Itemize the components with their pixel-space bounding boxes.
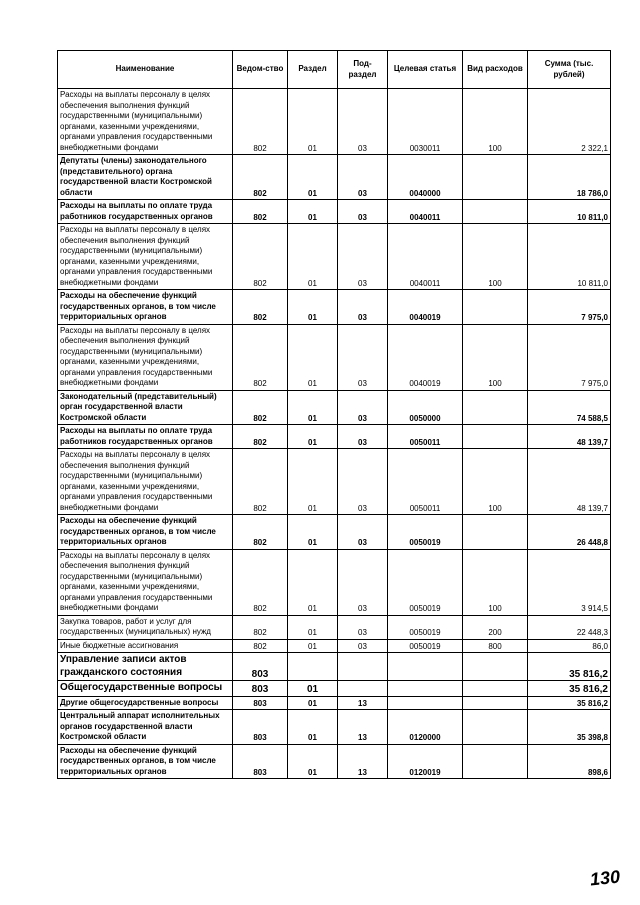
expense-type-cell: 800 (463, 639, 528, 653)
vedomstvo-cell: 803 (233, 653, 288, 681)
table-row (58, 425, 611, 449)
header-name: Наименование (58, 51, 233, 89)
target-article-cell: 0120019 (388, 744, 463, 779)
table-row (58, 449, 611, 515)
sum-cell: 86,0 (528, 639, 611, 653)
expense-type-cell: 100 (463, 224, 528, 290)
podrazdel-cell: 13 (338, 696, 388, 710)
budget-table-sheet (57, 50, 610, 779)
razdel-cell: 01 (288, 449, 338, 515)
sum-cell: 35 816,2 (528, 681, 611, 697)
name-cell: Расходы на выплаты персоналу в целях обеспечения выполнения функций государственными (муниципальными) органами, казенными учреждениями, органами управления государственными внебюджетными фондами (58, 324, 233, 390)
sum-cell: 48 139,7 (528, 449, 611, 515)
expense-type-cell (463, 744, 528, 779)
sum-cell: 26 448,8 (528, 515, 611, 550)
target-article-cell (388, 681, 463, 697)
podrazdel-cell: 03 (338, 425, 388, 449)
name-cell: Расходы на обеспечение функций государственных органов, в том числе территориальных органов (58, 515, 233, 550)
razdel-cell: 01 (288, 549, 338, 615)
razdel-cell: 01 (288, 89, 338, 155)
vedomstvo-cell: 803 (233, 710, 288, 745)
table-row (58, 615, 611, 639)
header-expense-type: Вид расходов (463, 51, 528, 89)
expense-type-cell (463, 515, 528, 550)
target-article-cell: 0050019 (388, 639, 463, 653)
expense-type-cell (463, 290, 528, 325)
name-cell: Расходы на обеспечение функций государственных органов, в том числе территориальных органов (58, 290, 233, 325)
razdel-cell: 01 (288, 224, 338, 290)
target-article-cell (388, 653, 463, 681)
target-article-cell (388, 696, 463, 710)
razdel-cell: 01 (288, 710, 338, 745)
header-vedomstvo: Ведом-ство (233, 51, 288, 89)
target-article-cell: 0050019 (388, 615, 463, 639)
expense-type-cell (463, 155, 528, 200)
razdel-cell: 01 (288, 155, 338, 200)
vedomstvo-cell: 802 (233, 155, 288, 200)
table-row (58, 744, 611, 779)
target-article-cell: 0040000 (388, 155, 463, 200)
expense-type-cell: 100 (463, 324, 528, 390)
name-cell: Расходы на выплаты по оплате труда работников государственных органов (58, 200, 233, 224)
podrazdel-cell: 03 (338, 639, 388, 653)
name-cell: Иные бюджетные ассигнования (58, 639, 233, 653)
name-cell: Другие общегосударственные вопросы (58, 696, 233, 710)
name-cell: Расходы на выплаты персоналу в целях обеспечения выполнения функций государственными (муниципальными) органами, казенными учреждениями, органами управления государственными внебюджетными фондами (58, 549, 233, 615)
target-article-cell: 0050011 (388, 425, 463, 449)
name-cell: Расходы на выплаты персоналу в целях обеспечения выполнения функций государственными (муниципальными) органами, казенными учреждениями, органами управления государственными внебюджетными фондами (58, 449, 233, 515)
vedomstvo-cell: 802 (233, 224, 288, 290)
razdel-cell: 01 (288, 425, 338, 449)
header-sum: Сумма (тыс. рублей) (528, 51, 611, 89)
name-cell: Расходы на выплаты персоналу в целях обеспечения выполнения функций государственными (муниципальными) органами, казенными учреждениями, органами управления государственными внебюджетными фондами (58, 224, 233, 290)
target-article-cell: 0040019 (388, 290, 463, 325)
target-article-cell: 0120000 (388, 710, 463, 745)
name-cell: Расходы на выплаты по оплате труда работников государственных органов (58, 425, 233, 449)
expense-type-cell (463, 696, 528, 710)
vedomstvo-cell: 803 (233, 696, 288, 710)
table-header-row (58, 51, 611, 89)
vedomstvo-cell: 802 (233, 200, 288, 224)
razdel-cell: 01 (288, 200, 338, 224)
expense-type-cell (463, 653, 528, 681)
podrazdel-cell: 03 (338, 515, 388, 550)
podrazdel-cell: 03 (338, 290, 388, 325)
target-article-cell: 0050019 (388, 549, 463, 615)
table-row (58, 200, 611, 224)
razdel-cell: 01 (288, 615, 338, 639)
sum-cell: 898,6 (528, 744, 611, 779)
target-article-cell: 0040019 (388, 324, 463, 390)
vedomstvo-cell: 802 (233, 449, 288, 515)
sum-cell: 2 322,1 (528, 89, 611, 155)
name-cell: Законодательный (представительный) орган государственной власти Костромской области (58, 390, 233, 425)
name-cell: Общегосударственные вопросы (58, 681, 233, 697)
name-cell: Центральный аппарат исполнительных органов государственной власти Костромской области (58, 710, 233, 745)
table-row (58, 710, 611, 745)
sum-cell: 35 816,2 (528, 696, 611, 710)
sum-cell: 18 786,0 (528, 155, 611, 200)
razdel-cell: 01 (288, 696, 338, 710)
vedomstvo-cell: 802 (233, 425, 288, 449)
vedomstvo-cell: 802 (233, 515, 288, 550)
sum-cell: 22 448,3 (528, 615, 611, 639)
expense-type-cell (463, 425, 528, 449)
expense-type-cell: 100 (463, 549, 528, 615)
expense-type-cell: 100 (463, 89, 528, 155)
sum-cell: 10 811,0 (528, 224, 611, 290)
target-article-cell: 0050011 (388, 449, 463, 515)
sum-cell: 7 975,0 (528, 290, 611, 325)
vedomstvo-cell: 802 (233, 390, 288, 425)
podrazdel-cell: 03 (338, 200, 388, 224)
name-cell: Депутаты (члены) законодательного (представительного) органа государственной власти Костромской области (58, 155, 233, 200)
podrazdel-cell (338, 681, 388, 697)
target-article-cell: 0040011 (388, 200, 463, 224)
table-row (58, 324, 611, 390)
header-target-article: Целевая статья (388, 51, 463, 89)
vedomstvo-cell: 802 (233, 639, 288, 653)
podrazdel-cell (338, 653, 388, 681)
vedomstvo-cell: 803 (233, 744, 288, 779)
sum-cell: 74 588,5 (528, 390, 611, 425)
razdel-cell (288, 653, 338, 681)
name-cell: Расходы на выплаты персоналу в целях обеспечения выполнения функций государственными (муниципальными) органами, казенными учреждениями, органами управления государственными внебюджетными фондами (58, 89, 233, 155)
podrazdel-cell: 03 (338, 324, 388, 390)
podrazdel-cell: 03 (338, 549, 388, 615)
razdel-cell: 01 (288, 639, 338, 653)
vedomstvo-cell: 802 (233, 89, 288, 155)
razdel-cell: 01 (288, 515, 338, 550)
podrazdel-cell: 03 (338, 224, 388, 290)
podrazdel-cell: 03 (338, 89, 388, 155)
table-row (58, 224, 611, 290)
table-row (58, 290, 611, 325)
sum-cell: 7 975,0 (528, 324, 611, 390)
table-row (58, 155, 611, 200)
target-article-cell: 0030011 (388, 89, 463, 155)
expense-type-cell: 200 (463, 615, 528, 639)
table-row (58, 681, 611, 697)
table-row (58, 639, 611, 653)
table-body (58, 89, 611, 779)
razdel-cell: 01 (288, 681, 338, 697)
razdel-cell: 01 (288, 744, 338, 779)
podrazdel-cell: 13 (338, 744, 388, 779)
sum-cell: 10 811,0 (528, 200, 611, 224)
table-row (58, 653, 611, 681)
target-article-cell: 0050000 (388, 390, 463, 425)
page-number: 130 (588, 866, 621, 890)
target-article-cell: 0050019 (388, 515, 463, 550)
header-razdel: Раздел (288, 51, 338, 89)
razdel-cell: 01 (288, 324, 338, 390)
podrazdel-cell: 03 (338, 155, 388, 200)
razdel-cell: 01 (288, 390, 338, 425)
sum-cell: 35 816,2 (528, 653, 611, 681)
expense-type-cell: 100 (463, 449, 528, 515)
vedomstvo-cell: 802 (233, 290, 288, 325)
table-row (58, 390, 611, 425)
name-cell: Управление записи актов гражданского состояния (58, 653, 233, 681)
vedomstvo-cell: 802 (233, 549, 288, 615)
target-article-cell: 0040011 (388, 224, 463, 290)
budget-table (57, 50, 611, 779)
table-row (58, 515, 611, 550)
table-row (58, 89, 611, 155)
podrazdel-cell: 03 (338, 449, 388, 515)
podrazdel-cell: 03 (338, 390, 388, 425)
expense-type-cell (463, 390, 528, 425)
podrazdel-cell: 13 (338, 710, 388, 745)
sum-cell: 35 398,8 (528, 710, 611, 745)
razdel-cell: 01 (288, 290, 338, 325)
vedomstvo-cell: 802 (233, 324, 288, 390)
sum-cell: 3 914,5 (528, 549, 611, 615)
name-cell: Расходы на обеспечение функций государственных органов, в том числе территориальных органов (58, 744, 233, 779)
vedomstvo-cell: 802 (233, 615, 288, 639)
header-podrazdel: Под-раздел (338, 51, 388, 89)
name-cell: Закупка товаров, работ и услуг для государственных (муниципальных) нужд (58, 615, 233, 639)
expense-type-cell (463, 710, 528, 745)
podrazdel-cell: 03 (338, 615, 388, 639)
expense-type-cell (463, 681, 528, 697)
expense-type-cell (463, 200, 528, 224)
sum-cell: 48 139,7 (528, 425, 611, 449)
vedomstvo-cell: 803 (233, 681, 288, 697)
table-row (58, 696, 611, 710)
table-row (58, 549, 611, 615)
